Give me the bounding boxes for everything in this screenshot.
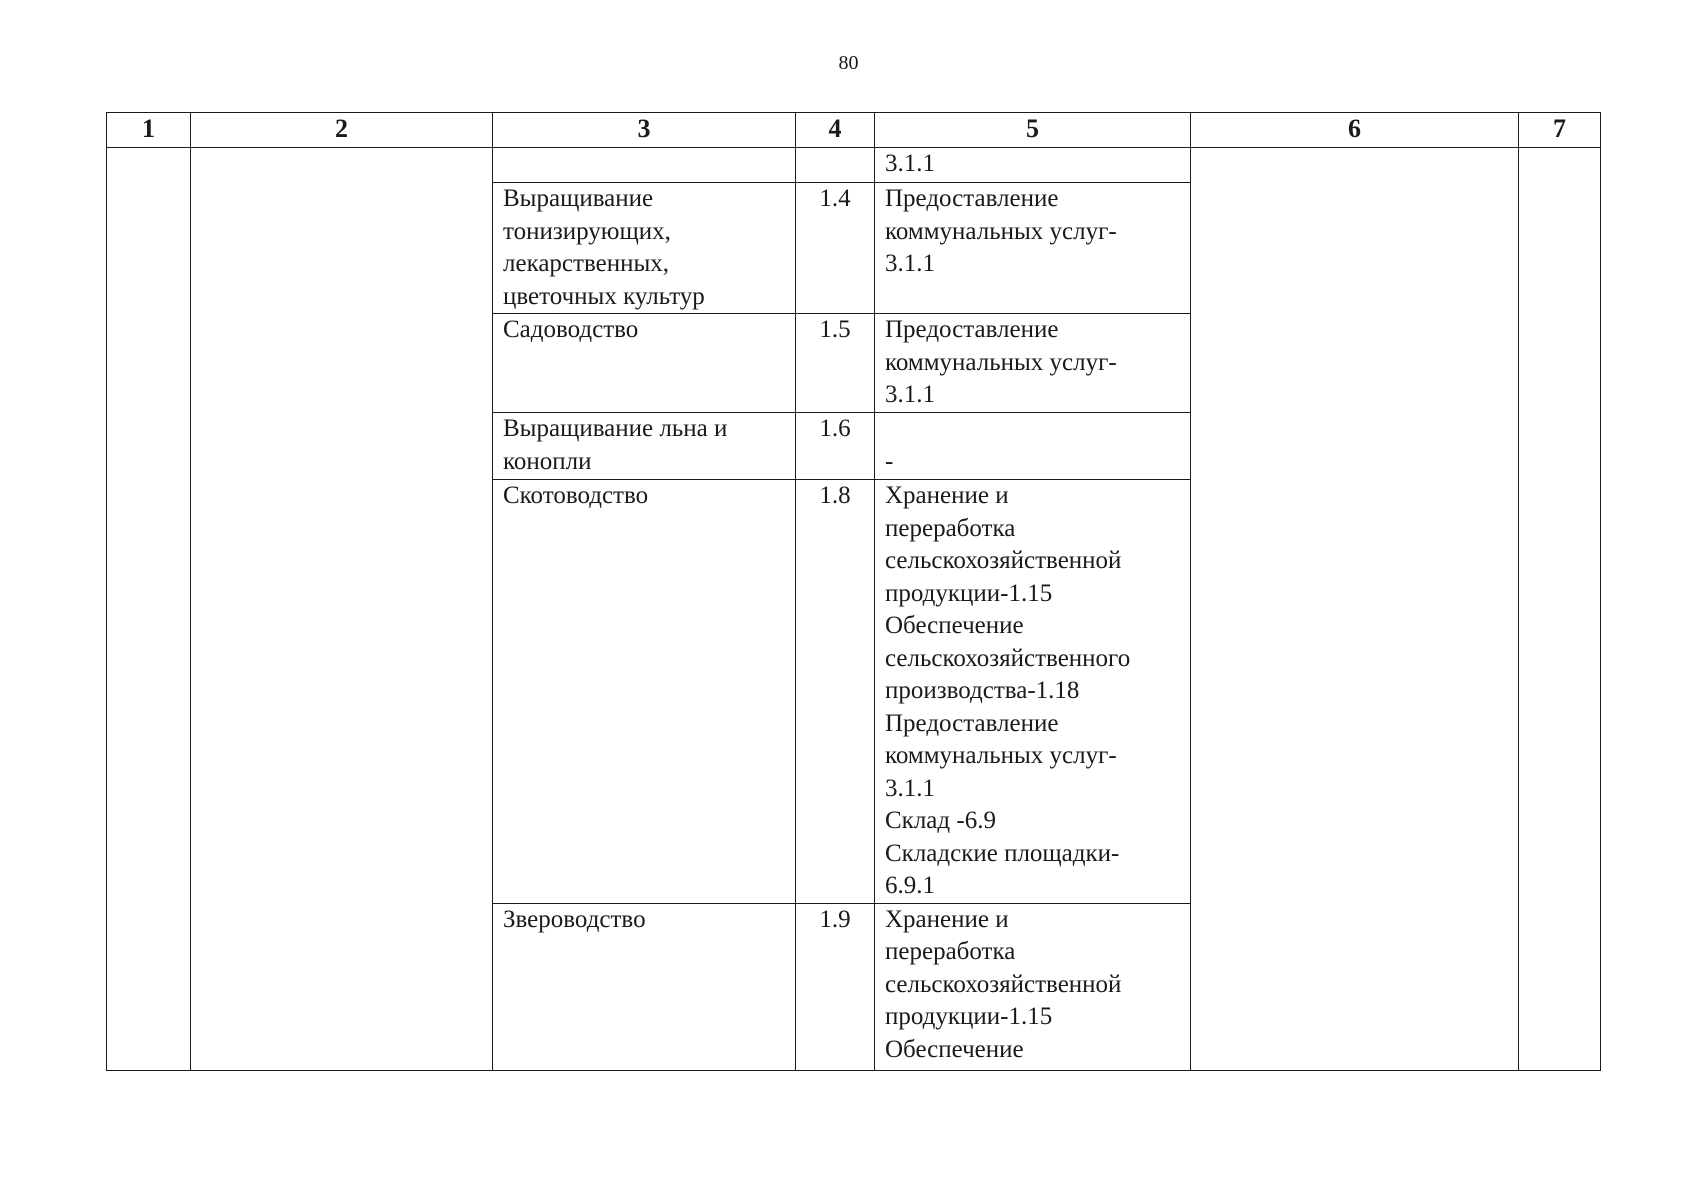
auxiliary-uses-line: 3.1.1 <box>885 150 935 177</box>
use-type-line: Скотоводство <box>503 482 649 509</box>
column-1-cell <box>107 148 191 1071</box>
auxiliary-uses-line: - <box>885 447 894 475</box>
auxiliary-uses-line: Предоставление <box>885 185 1059 212</box>
use-type-cell <box>493 413 796 480</box>
auxiliary-uses-line: Хранение и <box>885 905 1009 933</box>
use-type-cell <box>493 183 796 314</box>
column-7-cell <box>1519 148 1601 1071</box>
column-header-1: 1 <box>107 113 191 148</box>
column-6-cell <box>1191 148 1519 1071</box>
auxiliary-uses-line: 6.9.1 <box>885 872 935 899</box>
column-header-5: 5 <box>875 113 1191 148</box>
auxiliary-uses-line: продукции-1.15 <box>885 579 1053 607</box>
use-type-line: Садоводство <box>503 316 639 343</box>
auxiliary-uses-cell <box>875 413 1191 480</box>
auxiliary-uses-line: Хранение и <box>885 482 1009 509</box>
use-type-line: тонизирующих, <box>503 217 671 245</box>
auxiliary-uses-line: 3.1.1 <box>885 774 935 802</box>
use-type-line: лекарственных, <box>503 250 670 277</box>
column-header-6: 6 <box>1191 113 1519 148</box>
column-2-cell <box>191 148 493 1071</box>
auxiliary-uses-cell <box>875 183 1191 314</box>
auxiliary-uses-line: сельскохозяйственной <box>885 547 1122 574</box>
use-code-cell: 1.6 <box>796 413 875 480</box>
auxiliary-uses-line: коммунальных услуг- <box>885 348 1117 376</box>
auxiliary-uses-line: Обеспечение <box>885 612 1024 639</box>
use-code-cell: 1.4 <box>796 183 875 314</box>
auxiliary-uses-line: производства-1.18 <box>885 677 1080 704</box>
auxiliary-uses-line: продукции-1.15 <box>885 1003 1053 1030</box>
auxiliary-uses-line <box>885 413 1180 446</box>
use-type-line: Звероводство <box>503 905 646 933</box>
auxiliary-uses-line: коммунальных услуг- <box>885 217 1117 245</box>
use-code-cell <box>796 148 875 183</box>
auxiliary-uses-line: переработка <box>885 514 1016 542</box>
column-header-2: 2 <box>191 113 493 148</box>
use-type-line: конопли <box>503 447 592 475</box>
land-use-table <box>106 112 1601 1071</box>
auxiliary-uses-line: Склад -6.9 <box>885 807 996 834</box>
use-code-cell: 1.5 <box>796 314 875 413</box>
auxiliary-uses-cell <box>875 148 1191 183</box>
use-type-line: Выращивание льна и <box>503 415 728 442</box>
column-header-4: 4 <box>796 113 875 148</box>
auxiliary-uses-cell <box>875 314 1191 413</box>
use-type-cell <box>493 903 796 1070</box>
auxiliary-uses-line: сельскохозяйственной <box>885 970 1122 998</box>
auxiliary-uses-line: 3.1.1 <box>885 250 935 277</box>
use-code-cell: 1.9 <box>796 903 875 1070</box>
use-type-cell <box>493 314 796 413</box>
use-type-cell <box>493 148 796 183</box>
auxiliary-uses-line: переработка <box>885 938 1016 965</box>
page-number: 80 <box>838 52 859 74</box>
use-type-cell <box>493 480 796 904</box>
column-header-3: 3 <box>493 113 796 148</box>
auxiliary-uses-line: 3.1.1 <box>885 381 935 408</box>
use-type-line: Выращивание <box>503 185 654 212</box>
auxiliary-uses-line: коммунальных услуг- <box>885 742 1117 769</box>
header-row <box>107 113 1601 148</box>
auxiliary-uses-line: сельскохозяйственного <box>885 644 1131 672</box>
auxiliary-uses-line: Предоставление <box>885 316 1059 343</box>
table-row <box>107 148 1601 183</box>
auxiliary-uses-line: Обеспечение <box>885 1035 1024 1063</box>
column-header-7: 7 <box>1519 113 1601 148</box>
use-code-cell: 1.8 <box>796 480 875 904</box>
auxiliary-uses-line: Складские площадки- <box>885 839 1120 867</box>
use-type-line: цветочных культур <box>503 282 705 310</box>
auxiliary-uses-line: Предоставление <box>885 709 1059 737</box>
auxiliary-uses-cell <box>875 480 1191 904</box>
auxiliary-uses-cell <box>875 903 1191 1070</box>
